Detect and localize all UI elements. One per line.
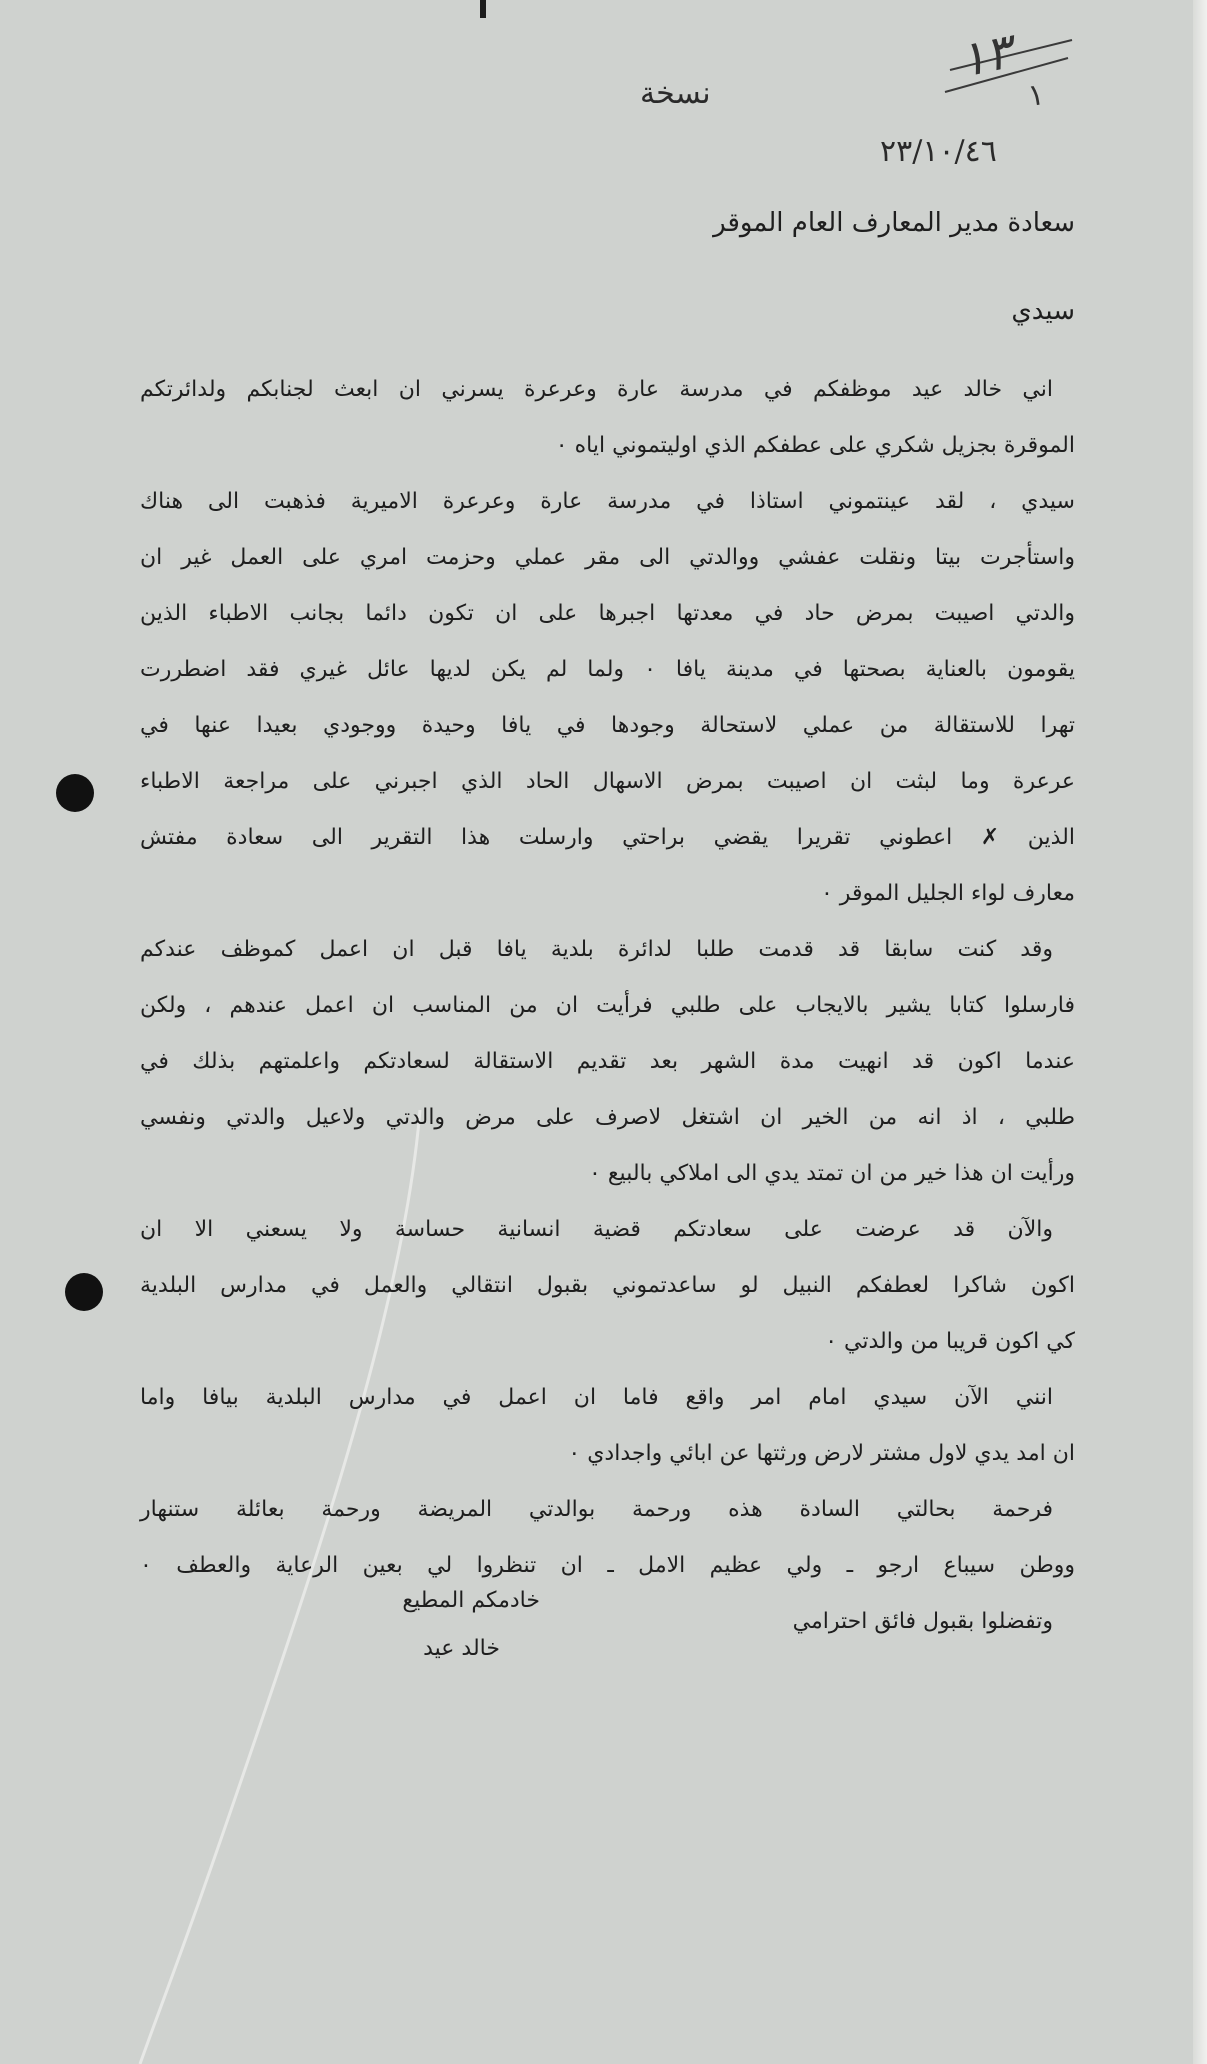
paper-edge [1193, 0, 1207, 2064]
letter-line: ورأيت ان هذا خير من ان تمتد يدي الى املاكي بالبيع ٠ [589, 1161, 1075, 1186]
letter-date: ٢٣/١٠/٤٦ [880, 134, 997, 169]
addressee: سعادة مدير المعارف العام الموقر [713, 208, 1075, 238]
letter-line: سيدي ، لقد عينتموني استاذا في مدرسة عارة وعرعرة الاميرية فذهبت الى هناك [140, 489, 1075, 514]
punch-hole [56, 774, 94, 812]
punch-hole [65, 1273, 103, 1311]
letter-line: اني خالد عيد موظفكم في مدرسة عارة وعرعرة يسرني ان ابعث لجنابكم ولدائرتكم [140, 377, 1053, 402]
letter-line: تهرا للاستقالة من عملي لاستحالة وجودها في يافا وحيدة ووجودي بعيدا عنها في [140, 713, 1075, 738]
archive-number: ١٣ [954, 23, 1017, 89]
letter-line: والآن قد عرضت على سعادتكم قضية انسانية حساسة ولا يسعني الا ان [140, 1217, 1053, 1242]
letter-line: فارسلوا كتابا يشير بالايجاب على طلبي فرأيت ان من المناسب ان اعمل عندهم ، ولكن [140, 993, 1075, 1018]
letter-line: عرعرة وما لبثت ان اصيبت بمرض الاسهال الحاد الذي اجبرني على مراجعة الاطباء [140, 769, 1075, 794]
letter-line: وقد كنت سابقا قد قدمت طلبا لدائرة بلدية يافا قبل ان اعمل كموظف عندكم [140, 937, 1053, 962]
letter-line: انني الآن سيدي امام امر واقع فاما ان اعمل في مدارس البلدية بيافا واما [140, 1385, 1053, 1410]
signature-name: خالد عيد [423, 1636, 500, 1661]
letter-line: والدتي اصيبت بمرض حاد في معدتها اجبرها على ان تكون دائما بجانب الاطباء الذين [140, 601, 1075, 626]
copy-label: نسخة [640, 76, 711, 111]
letter-line: معارف لواء الجليل الموقر ٠ [820, 881, 1075, 906]
letter-line: وتفضلوا بقبول فائق احترامي [792, 1609, 1053, 1634]
staple-mark [480, 0, 486, 18]
letter-line: عندما اكون قد انهيت مدة الشهر بعد تقديم الاستقالة لسعادتكم واعلمتهم بذلك في [140, 1049, 1075, 1074]
closing-title: خادمكم المطيع [402, 1588, 540, 1613]
letter-body [140, 362, 1075, 1650]
letter-line: الذين ✗ اعطوني تقريرا يقضي براحتي وارسلت هذا التقرير الى سعادة مفتش [140, 825, 1075, 850]
salutation: سيدي [1011, 296, 1075, 326]
letter-line: طلبي ، اذ انه من الخير ان اشتغل لاصرف على مرض والدتي ولاعيل والدتي ونفسي [140, 1105, 1075, 1130]
letter-line: يقومون بالعناية بصحتها في مدينة يافا ٠ ولما لم يكن لديها عائل غيري فقد اضطررت [140, 657, 1075, 682]
letter-line: اكون شاكرا لعطفكم النبيل لو ساعدتموني بقبول انتقالي والعمل في مدارس البلدية [140, 1273, 1075, 1298]
archive-subnumber: ١ [1025, 77, 1047, 114]
letter-line: ان امد يدي لاول مشتر لارض ورثتها عن ابائي واجدادي ٠ [568, 1441, 1075, 1466]
letter-line: واستأجرت بيتا ونقلت عفشي ووالدتي الى مقر عملي وحزمت امري على العمل غير ان [140, 545, 1075, 570]
letter-line: فرحمة بحالتي السادة هذه ورحمة بوالدتي المريضة ورحمة بعائلة ستنهار [140, 1497, 1053, 1522]
letter-line: كي اكون قريبا من والدتي ٠ [825, 1329, 1075, 1354]
letter-line: ووطن سيباع ارجو ـ ولي عظيم الامل ـ ان تنظروا لي بعين الرعاية والعطف ٠ [140, 1553, 1075, 1578]
letter-line: الموقرة بجزيل شكري على عطفكم الذي اوليتموني اياه ٠ [555, 433, 1075, 458]
